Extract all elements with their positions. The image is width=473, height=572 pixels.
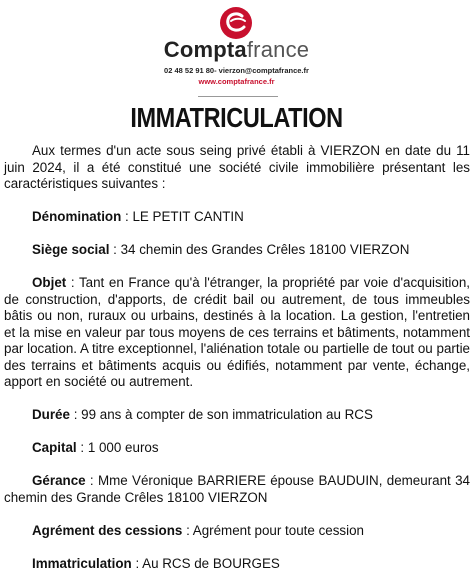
siege-value: : 34 chemin des Grandes Crêles 18100 VIERZON <box>109 242 409 257</box>
capital-value: : 1 000 euros <box>77 440 159 455</box>
duree-label: Durée <box>32 407 70 422</box>
capital-paragraph <box>4 440 470 457</box>
siege-label: Siège social <box>32 242 109 257</box>
header-divider <box>198 96 278 97</box>
denomination-paragraph <box>4 209 470 226</box>
letterhead <box>0 0 473 100</box>
objet-label: Objet <box>32 275 66 290</box>
agrement-label: Agrément des cessions <box>32 523 182 538</box>
objet-value: : Tant en France qu'à l'étranger, la propriété par voie d'acquisition, de construction, d'apports, de crédit bail ou autrement, de tous immeubles bâtis ou non, ruraux ou urbains, destinés à la location. La gestion, l'entretien et la mise en valeur par tous moyens de ces terrains et bâtiments, notamment par location. A titre exceptionnel, l'aliénation totale ou partielle de tout ou partie des terrains et bâtiments acquis ou édifiés, notamment par vente, échange, apport en société ou autrement. <box>4 275 470 389</box>
duree-paragraph <box>4 407 470 424</box>
notice-title: IMMATRICULATION <box>38 102 435 134</box>
capital-label: Capital <box>32 440 77 455</box>
brand-name-light: france <box>247 37 309 62</box>
objet-paragraph <box>4 275 470 391</box>
denomination-label: Dénomination <box>32 209 121 224</box>
brand-name-bold: Compta <box>164 37 247 62</box>
agrement-value: : Agrément pour toute cession <box>182 523 364 538</box>
gerance-paragraph <box>4 473 470 506</box>
agrement-paragraph <box>4 523 470 540</box>
notice-body <box>4 143 470 572</box>
gerance-label: Gérance <box>32 473 86 488</box>
duree-value: : 99 ans à compter de son immatriculation au RCS <box>70 407 373 422</box>
denomination-value: : LE PETIT CANTIN <box>121 209 244 224</box>
intro-paragraph: Aux termes d'un acte sous seing privé établi à VIERZON en date du 11 juin 2024, il a été constitué une société civile immobilière présentant les caractéristiques suivantes : <box>4 143 470 193</box>
gerance-value: : Mme Véronique BARRIERE épouse BAUDUIN, demeurant 34 chemin des Grande Crêles 18100 VIERZON <box>4 473 470 505</box>
website-line: www.comptafrance.fr <box>0 77 473 86</box>
siege-paragraph <box>4 242 470 259</box>
comptafrance-logo-icon <box>219 6 253 40</box>
immatriculation-paragraph <box>4 556 470 572</box>
immatriculation-label: Immatriculation <box>32 556 132 571</box>
brand-name <box>0 37 473 63</box>
immatriculation-value: : Au RCS de BOURGES <box>132 556 280 571</box>
contact-line: 02 48 52 91 80- vierzon@comptafrance.fr <box>0 66 473 75</box>
